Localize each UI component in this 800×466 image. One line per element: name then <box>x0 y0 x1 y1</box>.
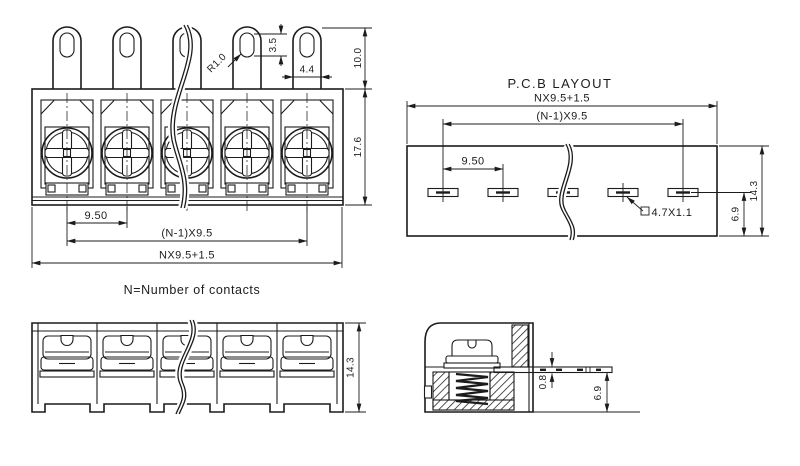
dim-span-label: (N-1)X9.5 <box>161 227 213 240</box>
mounting-tab <box>53 27 81 89</box>
top-view <box>32 320 366 414</box>
break-line <box>171 25 192 208</box>
section-dim-pin-thickness-label: 0.8 <box>538 374 549 390</box>
pcb-dim-pitch-label: 9.50 <box>461 155 485 168</box>
clamp-cell <box>100 336 154 378</box>
hatched-wall <box>433 400 514 410</box>
pcb-dim-height-label: 14.3 <box>749 180 760 202</box>
pcb-layout-title: P.C.B LAYOUT <box>507 76 613 91</box>
break-line <box>176 320 195 414</box>
section-view <box>425 323 641 412</box>
clamp-cell <box>280 336 334 378</box>
clamp-cell <box>220 336 274 378</box>
square-symbol-icon <box>641 207 649 215</box>
pcb-layout-view <box>407 76 769 240</box>
hatched-wall <box>512 325 528 367</box>
mounting-tab <box>113 27 141 89</box>
pcb-dim-slot-offset-label: 6.9 <box>730 206 742 222</box>
pcb-dim-span-label: (N-1)X9.5 <box>536 110 588 123</box>
dim-tab-width-label: 4.4 <box>299 64 315 76</box>
dim-body-height-label: 17.6 <box>353 136 364 158</box>
contacts-note: N=Number of contacts <box>123 283 261 297</box>
pcb-dim-overall-label: NX9.5+1.5 <box>534 92 590 105</box>
pcb-dim-slot-size-label: 4.7X1.1 <box>651 207 693 219</box>
dim-pitch-label: 9.50 <box>84 210 108 222</box>
top-view-dim-depth-label: 14.3 <box>345 357 357 378</box>
dim-overall-label: NX9.5+1.5 <box>159 249 215 262</box>
front-view-dimensions <box>32 24 372 297</box>
dim-tab-height-label: 10.0 <box>353 47 364 69</box>
front-view <box>32 25 343 213</box>
clamp-cell <box>40 336 94 378</box>
dim-hole-height-label: 3.5 <box>268 37 279 53</box>
section-dim-pin-length-label: 6.9 <box>593 385 604 401</box>
mounting-tab <box>293 27 321 89</box>
dim-hole-radius-label: R1.0 <box>205 51 229 76</box>
